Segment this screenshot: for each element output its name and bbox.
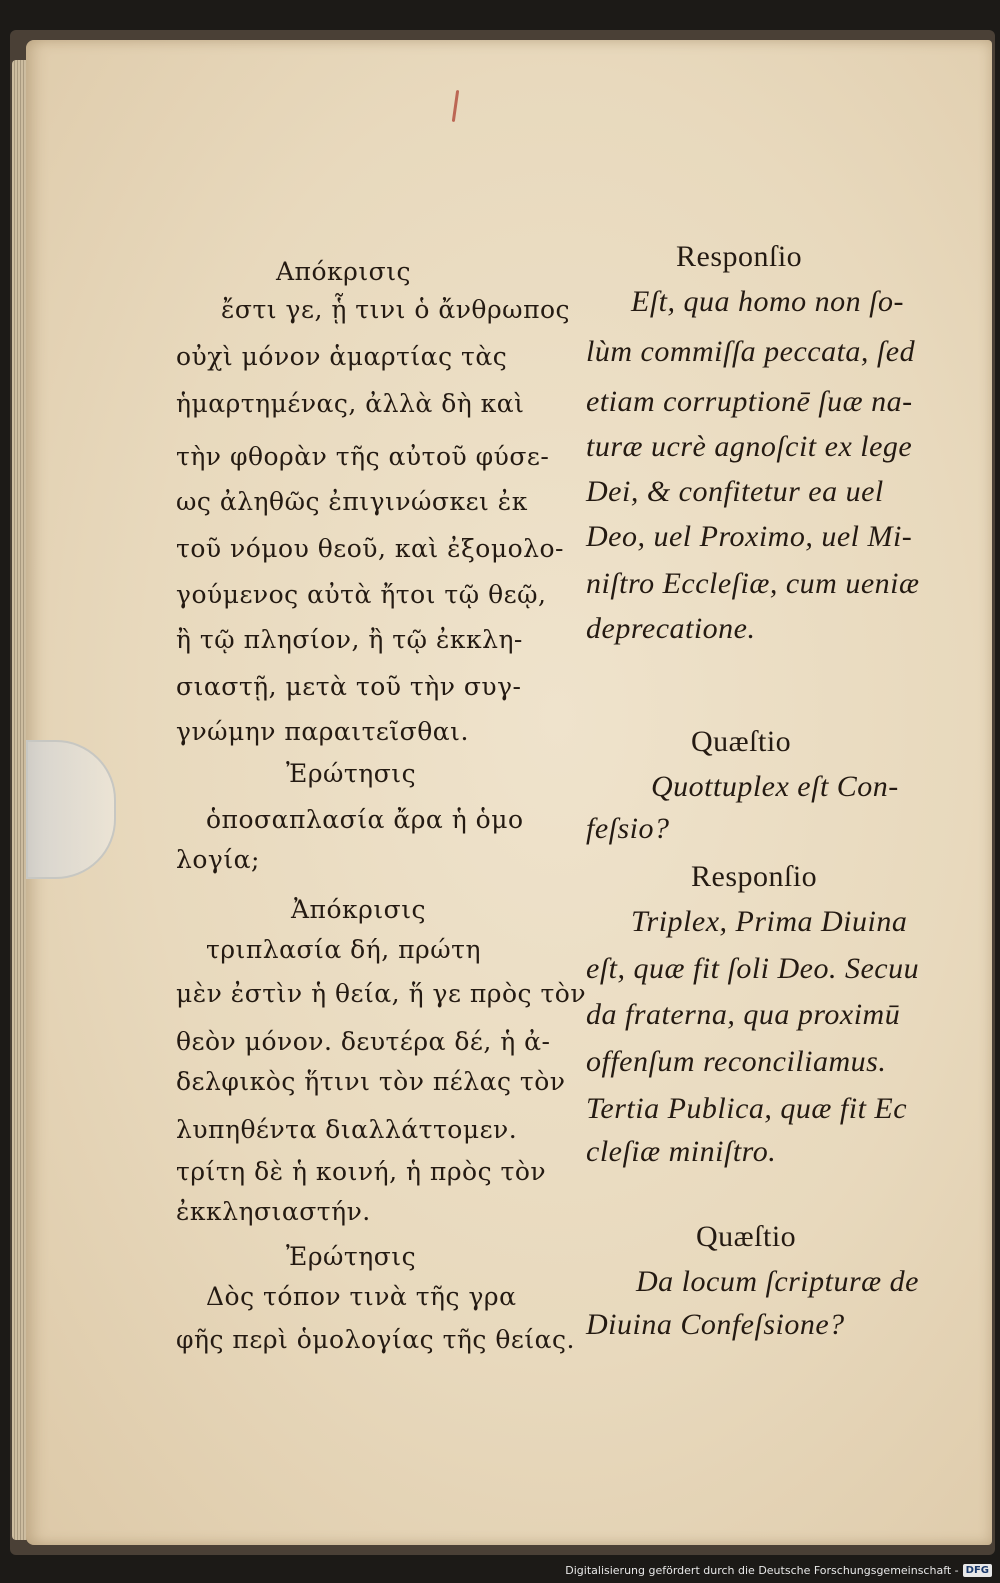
greek-heading: Ἀπόκρισις <box>291 895 427 924</box>
latin-text-line: etiam corruptionē ſuæ na- <box>586 385 913 418</box>
greek-heading: Ἐρώτησις <box>286 1242 417 1271</box>
greek-text-line: τὴν φθορὰν τῆς αὐτοῦ φύσε- <box>176 442 550 471</box>
latin-text-line: offenſum reconciliamus. <box>586 1045 887 1078</box>
greek-text-line: τριπλασία δή, πρώτη <box>206 935 481 964</box>
latin-heading: Responſio <box>676 240 803 273</box>
page-clip <box>26 740 116 879</box>
greek-text-line: σιαστῇ, μετὰ τοῦ τὴν συγ- <box>176 672 522 701</box>
dfg-logo: DFG <box>963 1564 992 1577</box>
greek-text-line: τοῦ νόμου θεοῦ, καὶ ἐξομολο- <box>176 534 564 563</box>
greek-text-line: ἢ τῷ πλησίον, ἢ τῷ ἐκκλη- <box>176 625 523 654</box>
greek-text-line: τρίτη δὲ ἡ κοινή, ἡ πρὸς τὸν <box>176 1157 547 1186</box>
digitization-footer <box>565 1559 992 1581</box>
latin-text-line: Quottuplex eſt Con- <box>651 770 899 803</box>
greek-text-line: ὁποσαπλασία ἄρα ἡ ὁμο <box>206 805 524 834</box>
greek-text-line: γούμενος αὐτὰ ἤτοι τῷ θεῷ, <box>176 580 547 609</box>
latin-text-line: Eſt, qua homo non ſo- <box>631 285 904 318</box>
greek-text-line: ως ἀληθῶς ἐπιγινώσκει ἐκ <box>176 487 528 516</box>
latin-text-line: lùm commiſſa peccata, ſed <box>586 335 916 368</box>
greek-text-line: οὐχὶ μόνον ἁμαρτίας τὰς <box>176 342 508 371</box>
latin-text-line: Diuina Confeſsione? <box>586 1308 845 1341</box>
greek-text-line: λογία; <box>176 845 260 874</box>
latin-heading: Responſio <box>691 860 818 893</box>
greek-text-line: φῆς περὶ ὁμολογίας τῆς θείας. <box>176 1325 575 1354</box>
ink-mark <box>452 90 459 122</box>
latin-text-line: cleſiæ miniſtro. <box>586 1135 777 1168</box>
latin-text-line: da fraterna, qua proximū <box>586 998 901 1031</box>
latin-text-line: Deo, uel Proximo, uel Mi- <box>586 520 913 553</box>
greek-text-line: Δὸς τόπον τινὰ τῆς γρα <box>206 1282 517 1311</box>
latin-text-line: Da locum ſcripturæ de <box>636 1265 919 1298</box>
latin-text-line: feſsio? <box>586 812 670 845</box>
book-page <box>26 40 992 1545</box>
footer-credit: Digitalisierung gefördert durch die Deutsche Forschungsgemeinschaft - <box>565 1563 959 1577</box>
latin-text-line: Dei, & confitetur ea uel <box>586 475 884 508</box>
latin-heading: Quæſtio <box>696 1220 797 1253</box>
latin-text-line: Triplex, Prima Diuina <box>631 905 908 938</box>
greek-text-line: θεὸν μόνον. δευτέρα δέ, ἡ ἀ- <box>176 1027 551 1056</box>
latin-text-line: turæ ucrè agnoſcit ex lege <box>586 430 913 463</box>
greek-heading: Ἐρώτησις <box>286 759 417 788</box>
greek-text-line: γνώμην παραιτεῖσθαι. <box>176 717 469 746</box>
latin-text-line: Tertia Publica, quæ fit Ec <box>586 1092 908 1125</box>
greek-heading: Απόκρισις <box>276 257 412 286</box>
greek-text-line: λυπηθέντα διαλλάττομεν. <box>176 1115 518 1144</box>
latin-text-line: eſt, quæ fit ſoli Deo. Secuu <box>586 952 920 985</box>
greek-text-line: ἔστι γε, ᾗ τινι ὁ ἄνθρωπος <box>221 295 571 324</box>
latin-heading: Quæſtio <box>691 725 792 758</box>
latin-text-line: niſtro Eccleſiæ, cum ueniæ <box>586 567 920 600</box>
greek-text-line: ἐκκλησιαστήν. <box>176 1197 371 1226</box>
greek-text-line: ἡμαρτημένας, ἀλλὰ δὴ καὶ <box>176 389 525 418</box>
latin-text-line: deprecatione. <box>586 612 756 645</box>
greek-text-line: δελφικὸς ἥτινι τὸν πέλας τὸν <box>176 1067 566 1096</box>
greek-text-line: μὲν ἐστὶν ἡ θεία, ἥ γε πρὸς τὸν <box>176 979 587 1008</box>
